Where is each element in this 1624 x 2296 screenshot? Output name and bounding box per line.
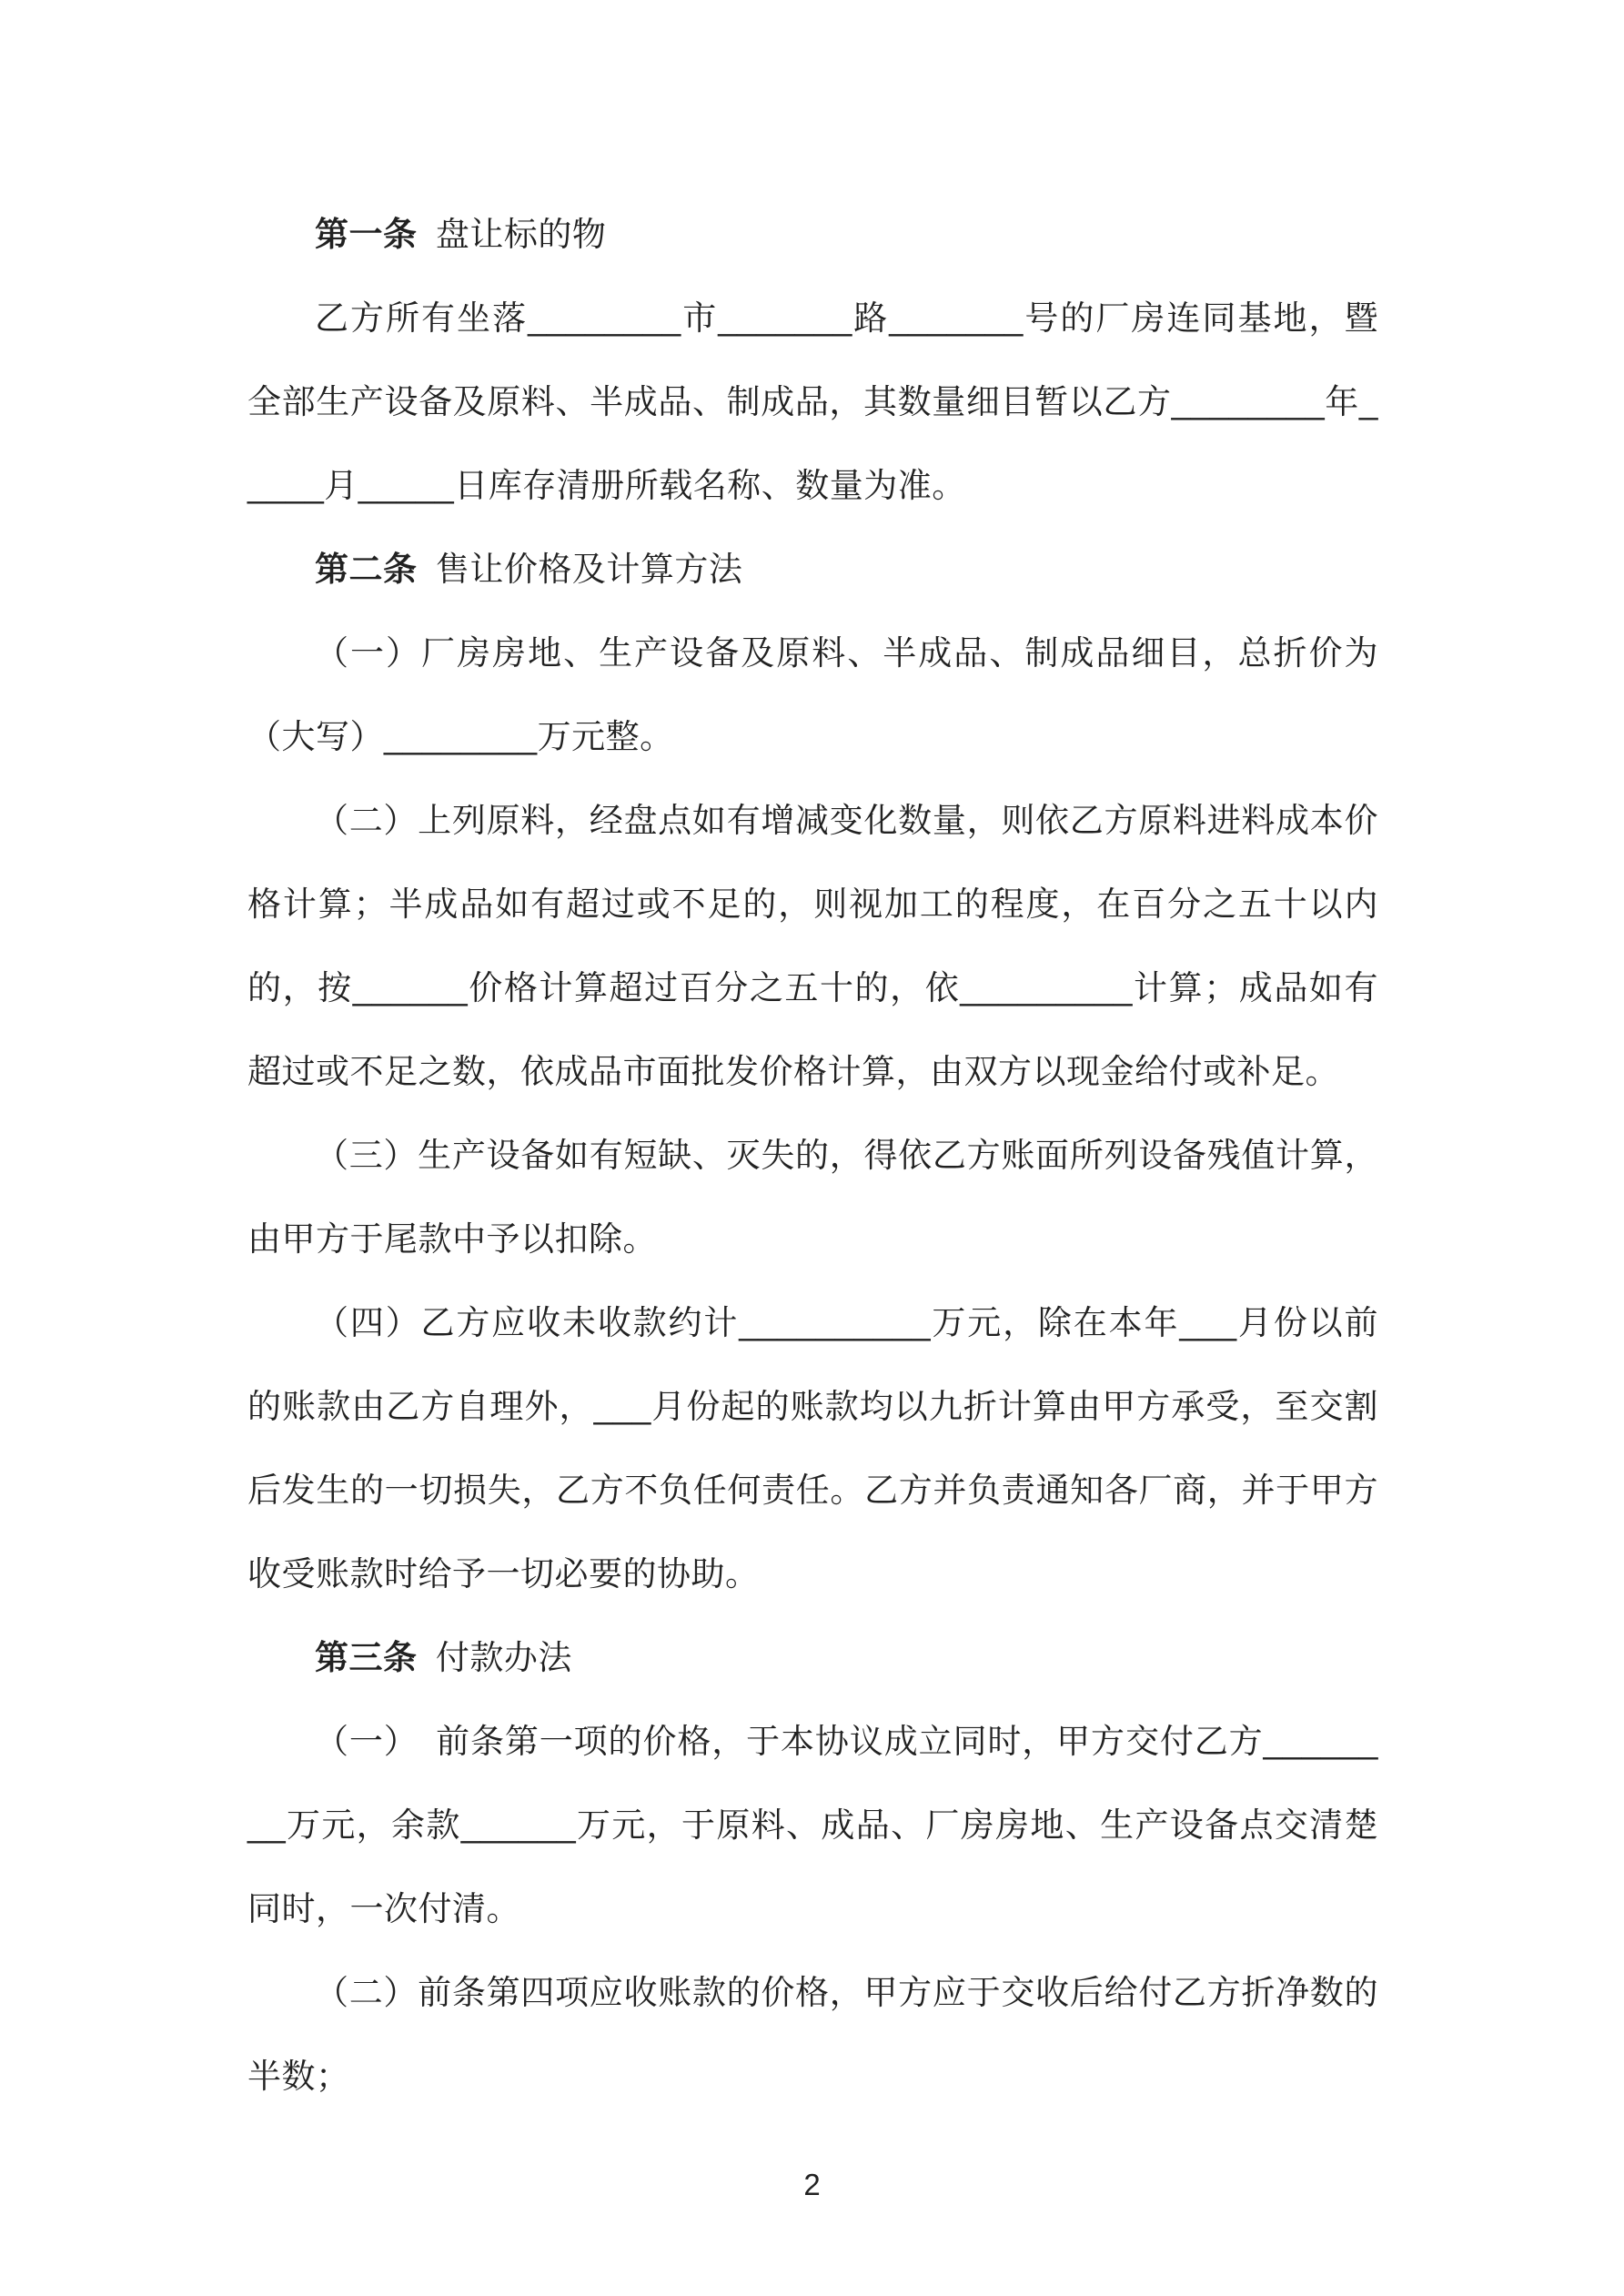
article-2-heading <box>247 528 1378 612</box>
article-2-clause-3: （三）生产设备如有短缺、灭失的，得依乙方账面所列设备残值计算，由甲方于尾款中予以扣除。 <box>247 1137 1378 1258</box>
article-3-clause-2: （二）前条第四项应收账款的价格，甲方应于交收后给付乙方折净数的半数； <box>247 1974 1378 2095</box>
article-2-clause-2: （二）上列原料，经盘点如有增减变化数量，则依乙方原料进料成本价格计算；半成品如有超过或不足的，则视加工的程度，在百分之五十以内的，按______价格计算超过百分之五十的，依_________计算；成品如有超过或不足之数，依成品市面批发价格计算，由双方以现金给付或补足。 <box>247 802 1378 1090</box>
article-2-clause-4: （四）乙方应收未收款约计__________万元，除在本年___月份以前的账款由乙方自理外，___月份起的账款均以九折计算由甲方承受，至交割后发生的一切损失，乙方不负任何责任。乙方并负责通知各厂商，并于甲方收受账款时给予一切必要的协助。 <box>247 1304 1378 1593</box>
article-2-title: 售让价格及计算方法 <box>435 551 743 588</box>
page-number: 2 <box>803 2168 821 2201</box>
article-2-number: 第二条 <box>315 551 418 588</box>
article-2-clause-1: （一）厂房房地、生产设备及原料、半成品、制成品细目，总折价为（大写）________万元整。 <box>247 634 1378 755</box>
article-1-title: 盘让标的物 <box>435 216 607 253</box>
article-1-body: 乙方所有坐落________市_______路_______号的厂房连同基地，暨全部生产设备及原料、半成品、制成品，其数量细目暂以乙方________年_____月_____日库存清册所载名称、数量为准。 <box>247 299 1378 504</box>
article-1-heading <box>247 193 1378 277</box>
article-3-title: 付款办法 <box>435 1639 572 1676</box>
article-3-heading <box>247 1616 1378 1700</box>
article-3-number: 第三条 <box>315 1639 418 1676</box>
article-1-number: 第一条 <box>315 216 418 253</box>
article-3-clause-1: （一） 前条第一项的价格，于本协议成立同时，甲方交付乙方________万元，余款______万元，于原料、成品、厂房房地、生产设备点交清楚同时，一次付清。 <box>247 1723 1378 1927</box>
